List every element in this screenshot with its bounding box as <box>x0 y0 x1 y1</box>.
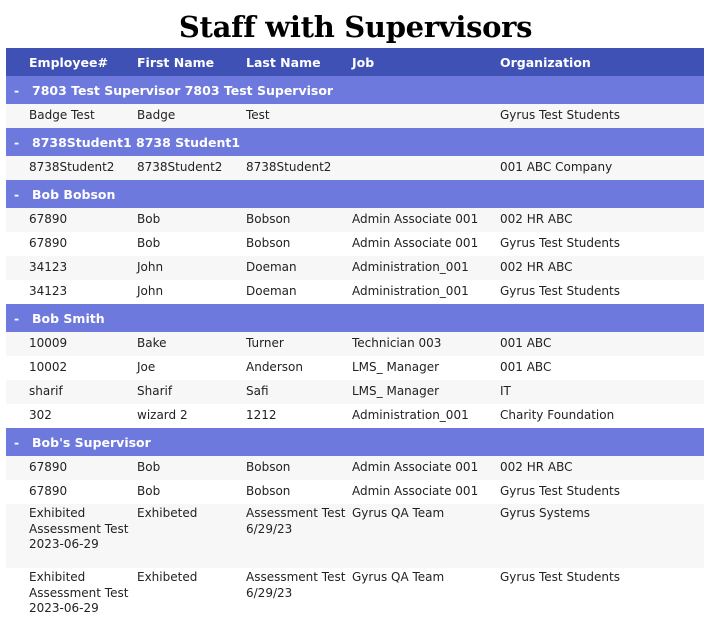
cell-employee-number: sharif <box>29 384 63 398</box>
group-label: Bob's Supervisor <box>32 434 151 450</box>
cell-employee-number: Badge Test <box>29 108 95 122</box>
cell-employee-number: 34123 <box>29 284 68 298</box>
cell-last-name: Bobson <box>246 212 291 226</box>
cell-first-name: John <box>137 284 164 298</box>
group-header-cell <box>6 304 704 332</box>
group-header-row <box>6 304 704 332</box>
group-header-cell <box>6 428 704 456</box>
cell-organization: Gyrus Test Students <box>500 484 620 498</box>
collapse-toggle-icon[interactable]: - <box>14 434 20 450</box>
table-header-row <box>6 48 704 76</box>
cell-first-name: Bob <box>137 460 161 474</box>
table-row[interactable] <box>6 332 704 356</box>
cell-job: Technician 003 <box>352 336 442 350</box>
column-header-last-name[interactable]: Last Name <box>246 54 321 70</box>
column-header-first-name[interactable]: First Name <box>137 54 215 70</box>
table-row[interactable] <box>6 568 704 632</box>
group-label: 7803 Test Supervisor 7803 Test Supervisor <box>32 82 334 98</box>
collapse-toggle-icon[interactable]: - <box>14 310 20 326</box>
group-label: Bob Smith <box>32 310 105 326</box>
cell-first-name: Exhibeted <box>137 570 198 584</box>
cell-job: Admin Associate 001 <box>352 236 479 250</box>
table-row[interactable] <box>6 480 704 504</box>
column-header-job[interactable]: Job <box>352 54 375 70</box>
group-label: 8738Student1 8738 Student1 <box>32 134 241 150</box>
cell-employee-number: 8738Student2 <box>29 160 115 174</box>
cell-employee-number: 67890 <box>29 460 68 474</box>
cell-last-name: 8738Student2 <box>246 160 332 174</box>
cell-last-name: Turner <box>246 336 284 350</box>
group-header-row <box>6 76 704 104</box>
cell-job: Admin Associate 001 <box>352 484 479 498</box>
cell-employee-number: Exhibited Assessment Test 2023-06-29 <box>29 506 129 551</box>
cell-first-name: Badge <box>137 108 176 122</box>
cell-organization: Gyrus Test Students <box>500 284 620 298</box>
cell-employee-number: 10009 <box>29 336 68 350</box>
group-header-cell <box>6 128 704 156</box>
cell-organization: 002 HR ABC <box>500 460 573 474</box>
cell-job: Gyrus QA Team <box>352 506 445 520</box>
collapse-toggle-icon[interactable]: - <box>14 82 20 98</box>
cell-first-name: Bob <box>137 236 161 250</box>
table-row[interactable] <box>6 280 704 304</box>
group-header-row <box>6 428 704 456</box>
cell-organization: 002 HR ABC <box>500 212 573 226</box>
cell-last-name: Bobson <box>246 236 291 250</box>
cell-job: LMS_ Manager <box>352 384 440 398</box>
cell-first-name: Bob <box>137 212 161 226</box>
cell-organization: Gyrus Systems <box>500 506 591 520</box>
cell-employee-number: 302 <box>29 408 52 422</box>
cell-organization: Charity Foundation <box>500 408 615 422</box>
cell-job: Administration_001 <box>352 260 469 274</box>
cell-first-name: wizard 2 <box>137 408 188 422</box>
cell-employee-number: 67890 <box>29 484 68 498</box>
cell-last-name: Anderson <box>246 360 303 374</box>
cell-job: Administration_001 <box>352 284 469 298</box>
table-row[interactable] <box>6 404 704 428</box>
cell-last-name: Test <box>246 108 270 122</box>
cell-first-name: Sharif <box>137 384 173 398</box>
table-row[interactable] <box>6 504 704 568</box>
collapse-toggle-icon[interactable]: - <box>14 186 20 202</box>
cell-job: Administration_001 <box>352 408 469 422</box>
cell-last-name: Assessment Test 6/29/23 <box>246 570 346 600</box>
table-row[interactable] <box>6 456 704 480</box>
cell-organization: 001 ABC <box>500 336 552 350</box>
table-body <box>6 76 704 632</box>
staff-table <box>6 48 704 632</box>
collapse-toggle-icon[interactable]: - <box>14 134 20 150</box>
cell-organization: Gyrus Test Students <box>500 236 620 250</box>
cell-job: Gyrus QA Team <box>352 570 445 584</box>
cell-last-name: 1212 <box>246 408 277 422</box>
cell-organization: IT <box>500 384 511 398</box>
cell-last-name: Doeman <box>246 260 297 274</box>
cell-first-name: Bake <box>137 336 167 350</box>
cell-first-name: Bob <box>137 484 161 498</box>
cell-job <box>352 156 500 180</box>
cell-first-name: John <box>137 260 164 274</box>
cell-employee-number: 67890 <box>29 236 68 250</box>
cell-organization: Gyrus Test Students <box>500 108 620 122</box>
cell-employee-number: Exhibited Assessment Test 2023-06-29 <box>29 570 129 615</box>
group-header-cell <box>6 76 704 104</box>
group-header-cell <box>6 180 704 208</box>
cell-organization: Gyrus Test Students <box>500 570 620 584</box>
group-header-row <box>6 180 704 208</box>
cell-employee-number: 67890 <box>29 212 68 226</box>
cell-first-name: Joe <box>137 360 156 374</box>
cell-first-name: Exhibeted <box>137 506 198 520</box>
cell-organization: 001 ABC Company <box>500 160 613 174</box>
column-header-organization[interactable]: Organization <box>500 54 591 70</box>
table-row[interactable] <box>6 156 704 180</box>
group-header-row <box>6 128 704 156</box>
cell-job <box>352 104 500 128</box>
table-row[interactable] <box>6 232 704 256</box>
cell-last-name: Assessment Test 6/29/23 <box>246 506 346 536</box>
table-row[interactable] <box>6 356 704 380</box>
cell-first-name: 8738Student2 <box>137 160 223 174</box>
cell-organization: 002 HR ABC <box>500 260 573 274</box>
cell-job: Admin Associate 001 <box>352 212 479 226</box>
table-row[interactable] <box>6 208 704 232</box>
cell-employee-number: 10002 <box>29 360 68 374</box>
cell-last-name: Safi <box>246 384 269 398</box>
table-row[interactable] <box>6 380 704 404</box>
table-row[interactable] <box>6 256 704 280</box>
cell-job: LMS_ Manager <box>352 360 440 374</box>
cell-last-name: Bobson <box>246 460 291 474</box>
cell-last-name: Bobson <box>246 484 291 498</box>
cell-last-name: Doeman <box>246 284 297 298</box>
group-label: Bob Bobson <box>32 186 116 202</box>
table-row[interactable] <box>6 104 704 128</box>
cell-employee-number: 34123 <box>29 260 68 274</box>
cell-organization: 001 ABC <box>500 360 552 374</box>
page-title: Staff with Supervisors <box>178 10 533 44</box>
column-header-employee-number[interactable]: Employee# <box>29 54 108 70</box>
cell-job: Admin Associate 001 <box>352 460 479 474</box>
